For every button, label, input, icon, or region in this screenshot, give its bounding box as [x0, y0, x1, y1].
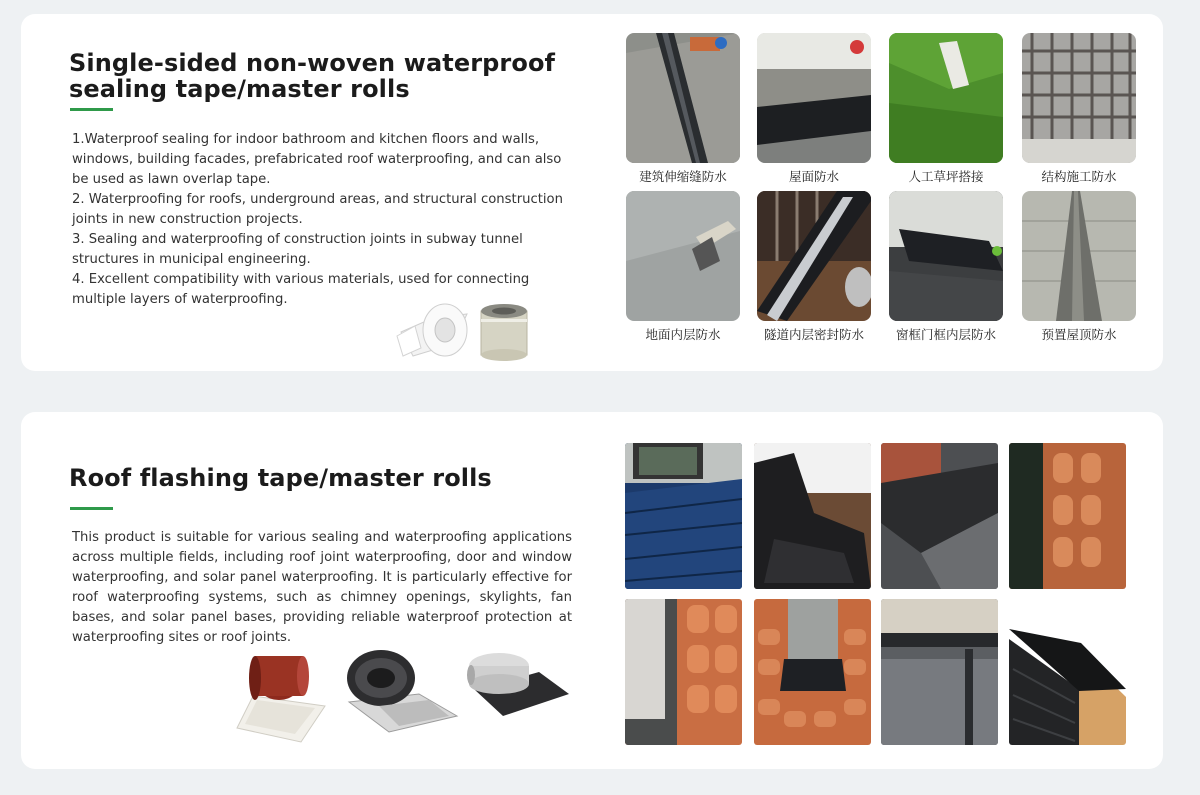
- photo-tile: [1022, 33, 1136, 185]
- section-description: [72, 130, 572, 310]
- window-frame-photo: [889, 191, 1003, 321]
- description-text: This product is suitable for various sealing and waterproofing applications across multiple fields, including roof joint waterproofing, door and window waterproofing, and solar panel waterproofing. It is particularly effective for roof waterproofing systems, such as chimney openings, skylights, fan bases, and solar panel bases, providing reliable waterproof protection at waterproofing sites or roof joints.: [72, 530, 572, 645]
- black-flashing-corner-photo: [754, 443, 871, 589]
- section-title: Roof flashing tape/master rolls: [69, 464, 492, 492]
- photo-caption: 人工草坪搭接: [908, 169, 984, 184]
- skylight-flashing-photo: [881, 599, 998, 745]
- tile-edge-flashing-photo: [625, 599, 742, 745]
- photo-tile: [889, 191, 1003, 343]
- description-item-1: 1.Waterproof sealing for indoor bathroom and kitchen floors and walls, windows, building facades, prefabricated roof waterproofing, and can also be used as lawn overlap tape.: [72, 132, 562, 187]
- brick-wall-flashing-photo: [881, 443, 998, 589]
- section-description: [72, 528, 572, 648]
- aluminium-flashing-roll-image: [339, 644, 459, 734]
- ridge-tile-photo: [1009, 599, 1126, 745]
- grey-tape-roll-image: [478, 301, 530, 363]
- photo-tile: [757, 33, 871, 185]
- roof-waterproof-photo: [757, 33, 871, 163]
- section-title: Single-sided non-woven waterproof sealing tape/master rolls: [69, 49, 556, 103]
- description-item-4: 4. Excellent compatibility with various materials, used for connecting multiple layers of waterproofing.: [72, 272, 530, 307]
- roof-photo-grid: [625, 443, 1130, 748]
- roof-tile-window-photo: [625, 443, 742, 589]
- photo-tile: [1022, 191, 1136, 343]
- photo-caption: 窗框门框内层防水: [895, 327, 996, 342]
- chimney-flashing-photo: [754, 599, 871, 745]
- title-accent-line: [70, 507, 113, 510]
- artificial-turf-photo: [889, 33, 1003, 163]
- structural-rebar-photo: [1022, 33, 1136, 163]
- product-card-sealing-tape: [21, 14, 1163, 371]
- prefab-roof-photo: [1022, 191, 1136, 321]
- expansion-joint-photo: [626, 33, 740, 163]
- photo-caption: 建筑伸缩缝防水: [639, 169, 727, 184]
- photo-caption: 隧道内层密封防水: [763, 327, 864, 342]
- tunnel-seal-photo: [757, 191, 871, 321]
- white-tape-roll-image: [393, 302, 473, 358]
- photo-caption: 屋面防水: [788, 169, 839, 184]
- floor-waterproof-photo: [626, 191, 740, 321]
- photo-tile: [626, 33, 740, 185]
- title-accent-line: [70, 108, 113, 111]
- black-flashing-roll-image: [465, 650, 569, 720]
- description-item-3: 3. Sealing and waterproofing of construction joints in subway tunnel structures in municipal engineering.: [72, 232, 523, 267]
- product-card-roof-flashing: [21, 412, 1163, 769]
- photo-tile: [889, 33, 1003, 185]
- photo-caption: 地面内层防水: [645, 327, 721, 342]
- photo-caption: 预置屋顶防水: [1041, 327, 1117, 342]
- photo-tile: [757, 191, 871, 343]
- photo-tile: [626, 191, 740, 343]
- photo-caption: 结构施工防水: [1041, 169, 1117, 184]
- clay-tile-flashing-photo: [1009, 443, 1126, 589]
- terracotta-flashing-roll-image: [231, 652, 331, 744]
- description-item-2: 2. Waterproofing for roofs, underground areas, and structural construction joints in new construction projects.: [72, 192, 563, 227]
- application-photo-grid: [626, 33, 1146, 363]
